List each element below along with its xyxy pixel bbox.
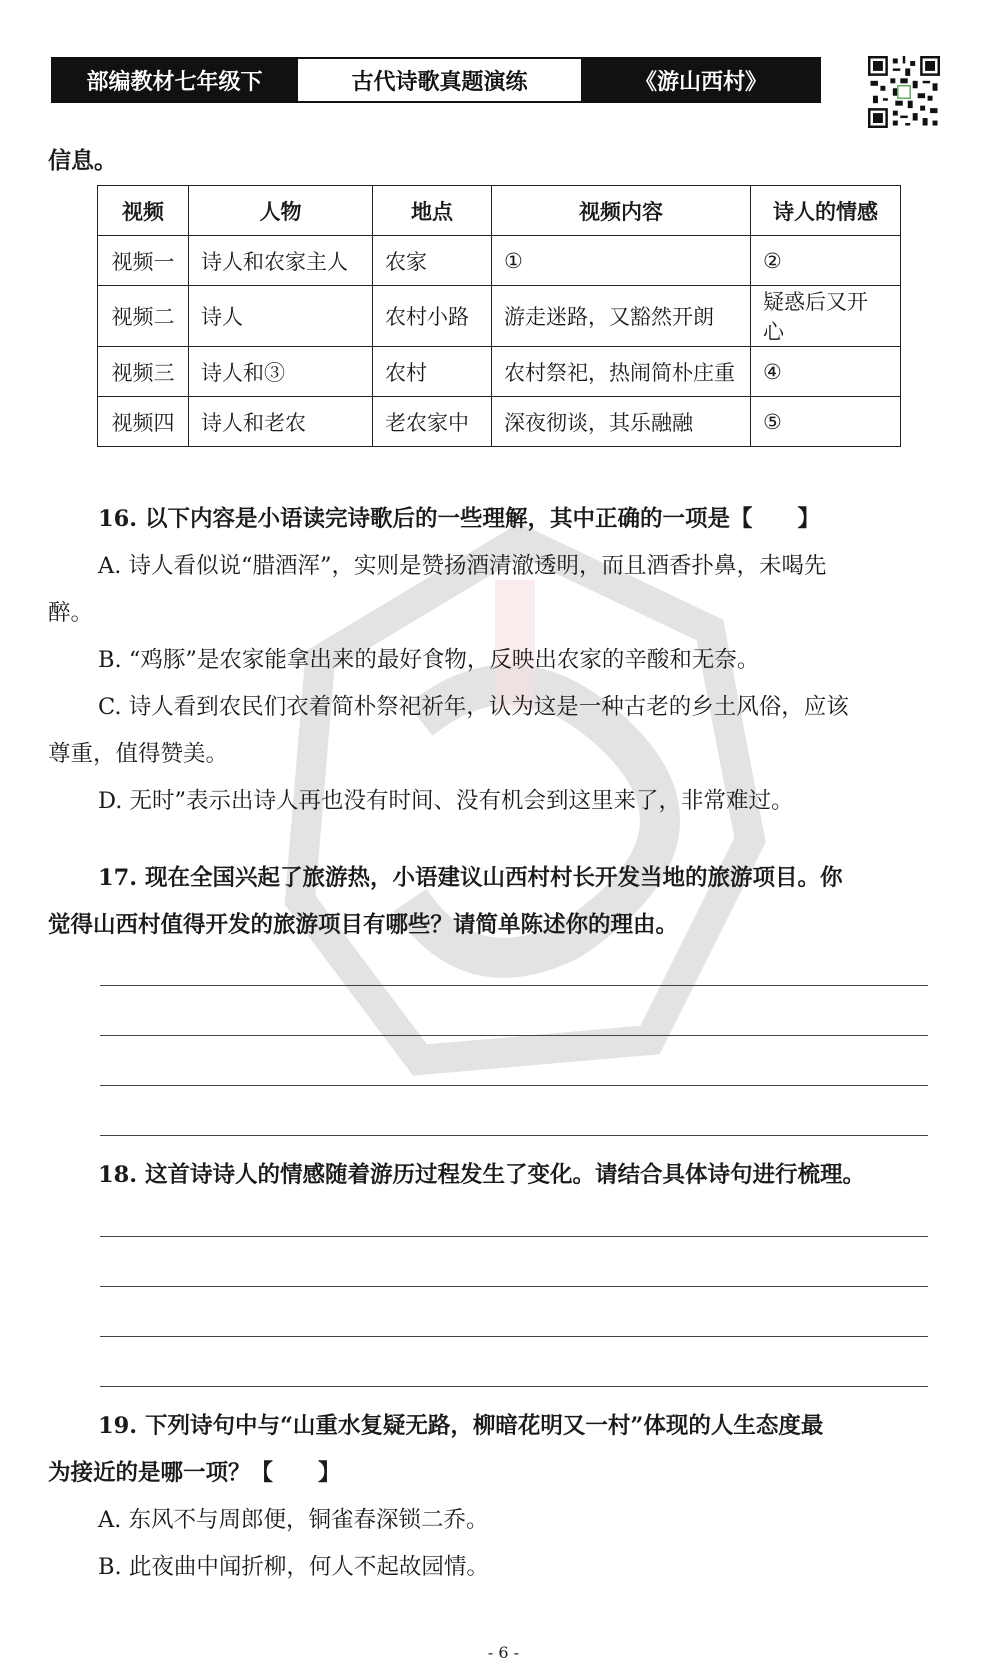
table-cell: 农村祭祀，热闹简朴庄重: [492, 347, 751, 397]
question-19-stem-line2: 为接近的是哪一项？【 】: [48, 1460, 341, 1486]
question-16-option-a-cont: 醉。: [48, 600, 94, 626]
question-18-stem: 18. 这首诗诗人的情感随着游历过程发生了变化。请结合具体诗句进行梳理。: [98, 1162, 865, 1188]
question-17: [48, 855, 958, 949]
table-cell: 诗人和老农: [189, 397, 373, 447]
question-16-option-a: A. 诗人看似说“腊酒浑”，实则是赞扬酒清澈透明，而且酒香扑鼻，未喝先: [98, 553, 827, 579]
answer-line[interactable]: [100, 1236, 928, 1237]
table-row: [98, 236, 901, 286]
table-cell: 农村小路: [373, 286, 492, 347]
table-row: [98, 286, 901, 347]
header-section: 古代诗歌真题演练: [296, 59, 583, 101]
answer-line[interactable]: [100, 985, 928, 986]
question-16: [48, 496, 958, 825]
table-cell: 视频二: [98, 286, 189, 347]
answer-line[interactable]: [100, 1085, 928, 1086]
question-16-option-b: B. “鸡豚”是农家能拿出来的最好食物，反映出农家的辛酸和无奈。: [98, 647, 760, 673]
table-header: 人物: [189, 186, 373, 236]
answer-line[interactable]: [100, 1386, 928, 1387]
question-19: [48, 1403, 958, 1591]
table-cell: 诗人: [189, 286, 373, 347]
question-16-option-d: D. 无时”表示出诗人再也没有时间、没有机会到这里来了，非常难过。: [98, 788, 794, 814]
table-cell: 农家: [373, 236, 492, 286]
qr-code-icon: [868, 56, 940, 128]
question-19-option-a: A. 东风不与周郎便，铜雀春深锁二乔。: [98, 1507, 489, 1533]
table-cell: 诗人和③: [189, 347, 373, 397]
table-cell: ②: [751, 236, 901, 286]
answer-line[interactable]: [100, 1135, 928, 1136]
table-row: [98, 397, 901, 447]
info-table: [97, 185, 901, 447]
question-16-stem: 16. 以下内容是小语读完诗歌后的一些理解，其中正确的一项是【 】: [98, 506, 820, 532]
table-cell: 农村: [373, 347, 492, 397]
table-header: 地点: [373, 186, 492, 236]
question-19-option-b: B. 此夜曲中闻折柳，何人不起故园情。: [98, 1554, 489, 1580]
question-17-stem-line2: 觉得山西村值得开发的旅游项目有哪些？请简单陈述你的理由。: [48, 912, 679, 938]
header-grade: 部编教材七年级下: [53, 59, 296, 101]
question-19-stem-line1: 19. 下列诗句中与“山重水复疑无路，柳暗花明又一村”体现的人生态度最: [98, 1413, 824, 1439]
question-17-stem-line1: 17. 现在全国兴起了旅游热，小语建议山西村村长开发当地的旅游项目。你: [98, 865, 843, 891]
table-header-row: [98, 186, 901, 236]
table-cell: 诗人和农家主人: [189, 236, 373, 286]
table-cell: 视频四: [98, 397, 189, 447]
table-header: 视频内容: [492, 186, 751, 236]
table-cell: 视频一: [98, 236, 189, 286]
table-cell: 游走迷路，又豁然开朗: [492, 286, 751, 347]
answer-line[interactable]: [100, 1035, 928, 1036]
table-cell: 疑惑后又开心: [751, 286, 901, 347]
question-18: [48, 1152, 958, 1199]
table-row: [98, 347, 901, 397]
table-cell: ④: [751, 347, 901, 397]
table-cell: 老农家中: [373, 397, 492, 447]
table-cell: ⑤: [751, 397, 901, 447]
page-number: - 6 -: [487, 1643, 520, 1662]
intro-text: 信息。: [48, 147, 117, 174]
table-header: 诗人的情感: [751, 186, 901, 236]
question-16-option-c: C. 诗人看到农民们衣着简朴祭祀祈年，认为这是一种古老的乡土风俗，应该: [98, 694, 849, 720]
table-header: 视频: [98, 186, 189, 236]
table-cell: 视频三: [98, 347, 189, 397]
header-bar: [51, 57, 821, 103]
answer-line[interactable]: [100, 1286, 928, 1287]
table-cell: ①: [492, 236, 751, 286]
answer-line[interactable]: [100, 1336, 928, 1337]
header-poem-title: 《游山西村》: [583, 59, 819, 101]
table-cell: 深夜彻谈，其乐融融: [492, 397, 751, 447]
question-16-option-c-cont: 尊重，值得赞美。: [48, 741, 229, 767]
